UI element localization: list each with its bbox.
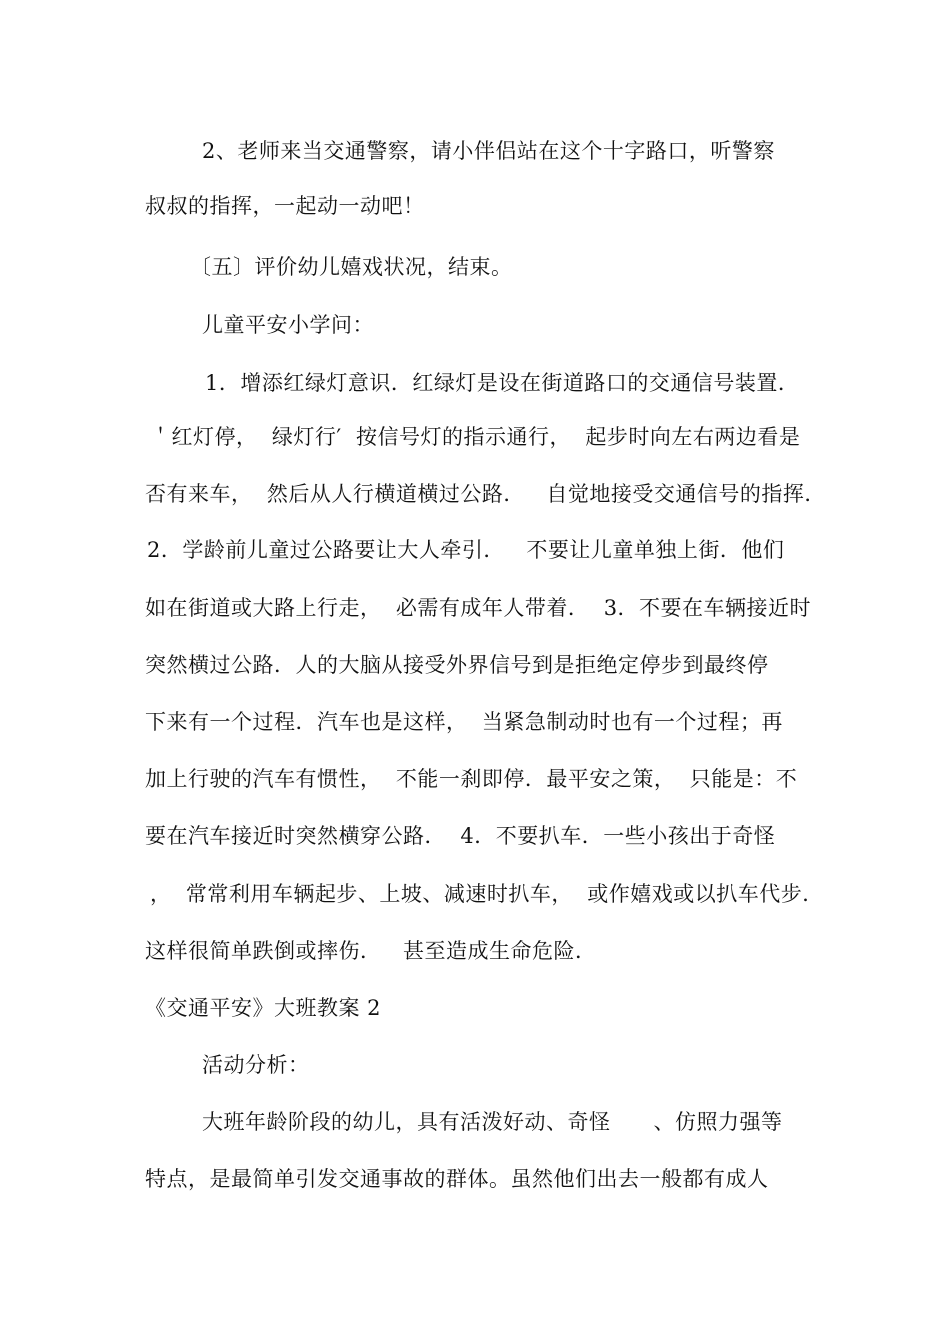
paragraph-line: 突然横过公路．人的大脑从接受外界信号到是拒绝定停步到最终停 (145, 653, 769, 677)
paragraph-line: 2．学龄前儿童过公路要让大人牵引． 不要让儿童单独上街．他们 (147, 538, 785, 562)
paragraph-line: 如在街道或大路上行走， 必需有成年人带着． 3．不要在车辆接近时 (145, 596, 812, 620)
paragraph-line: 2、老师来当交通警察，请小伴侣站在这个十字路口，听警察 (202, 139, 775, 163)
subheading: 活动分析： (202, 1053, 310, 1077)
paragraph-line: 要在汽车接近时突然横穿公路． 4．不要扒车．一些小孩出于奇怪 (145, 824, 776, 848)
lesson-title: 《交通平安》大班教案 2 (145, 996, 382, 1020)
paragraph-line: 特点，是最简单引发交通事故的群体。虽然他们出去一般都有成人 (145, 1167, 769, 1191)
paragraph-line: 否有来车， 然后从人行横道横过公路． 自觉地接受交通信号的指挥． (145, 482, 826, 506)
section-heading: 〔五〕评价幼儿嬉戏状况，结束。 (190, 255, 513, 279)
paragraph-line: ， 常常利用车辆起步、上坡、减速时扒车， 或作嬉戏或以扒车代步． (150, 882, 824, 906)
paragraph-line: 大班年龄阶段的幼儿，具有活泼好动、奇怪 、仿照力强等 (202, 1110, 783, 1134)
paragraph-line: ＇红灯停， 绿灯行′ 按信号灯的指示通行， 起步时向左右两边看是 (150, 425, 801, 449)
paragraph-line: 这样很简单跌倒或摔伤． 甚至造成生命危险． (145, 939, 597, 963)
paragraph-line: 叔叔的指挥，一起动一动吧！ (145, 194, 425, 218)
subheading: 儿童平安小学问： (202, 313, 374, 337)
paragraph-line: 下来有一个过程．汽车也是这样， 当紧急制动时也有一个过程；再 (145, 710, 783, 734)
paragraph-line: 加上行驶的汽车有惯性， 不能一刹即停．最平安之策， 只能是：不 (145, 767, 798, 791)
paragraph-line: 1．增添红绿灯意识．红绿灯是设在街道路口的交通信号装置． (205, 371, 800, 395)
